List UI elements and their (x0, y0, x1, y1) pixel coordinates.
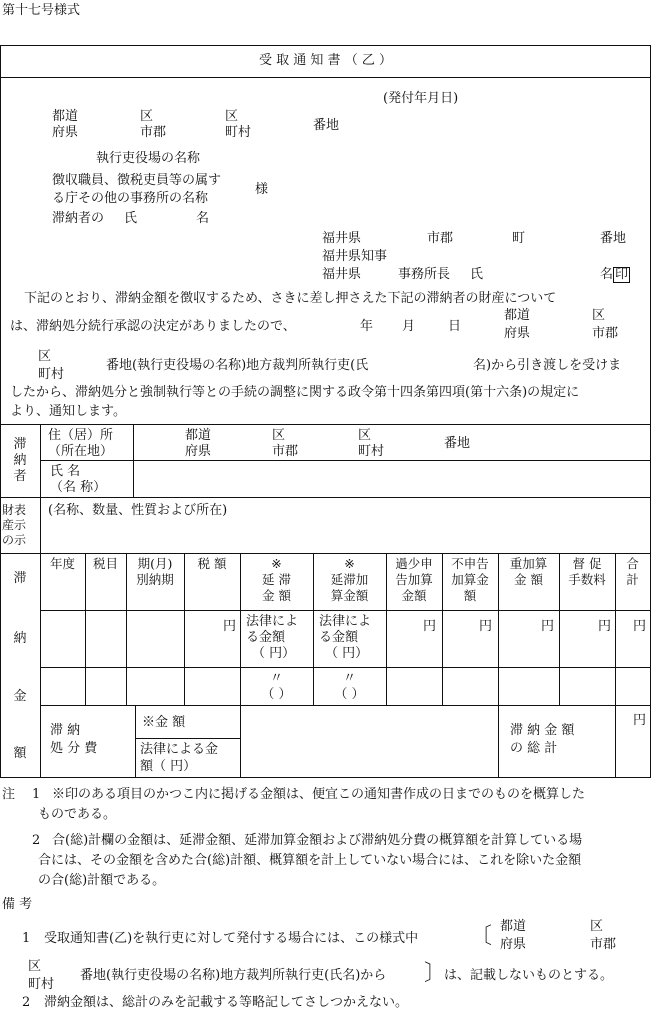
note2-text: 合(総)計欄の金額は、延滞金額、延滞加算金額および滞納処分費の概算額を計算している場 (52, 833, 583, 848)
yen-total: 円 (632, 619, 646, 634)
rem-chouson: 町村 (28, 977, 55, 992)
col-header-5: ※ 延滞加 算金額 (330, 556, 369, 603)
col-a (85, 553, 86, 705)
body-ku: 区 (592, 308, 606, 323)
address-label-1: 住（居）所 (48, 428, 114, 443)
bracket-open-icon: 〔 (470, 924, 493, 949)
col-header-1: 税目 (92, 556, 118, 571)
law1-l2: る金額 (246, 630, 286, 645)
rem-ku: 区 (590, 919, 604, 934)
col-header-6: 過少申 告加算 金額 (395, 556, 433, 603)
grand-total-label-2: の 総 計 (510, 741, 558, 756)
ditto-1: 〃 (269, 671, 283, 686)
fee-label-2: 処 分 費 (50, 741, 98, 756)
issuer-shigun: 市郡 (427, 231, 454, 246)
property-label-2: 産示 (2, 518, 27, 532)
col-header-8: 重加算 金 額 (509, 556, 548, 587)
col-header-7: 不申告 加算金 額 (451, 556, 489, 603)
yen-grand-total: 円 (632, 713, 646, 728)
property-label-3: の示 (2, 533, 27, 547)
remark1-text: 受取通知書(乙)を執行吏に対して発付する場合には、この様式中 (44, 931, 419, 946)
yen-heavy: 円 (540, 619, 554, 634)
issuer-mei: 名 印 (600, 267, 629, 282)
arrears-label-2: 納 (13, 631, 27, 646)
col-header-0: 年度 (49, 556, 75, 571)
note2-text-b: 合には、その金額を含めた合(総)計額、概算額を計上していない場合には、これを除いた金額 (38, 853, 582, 868)
note1-text: ※印のある項目のかつこ内に掲げる金額は、便宜この通知書作成の日までのものを概算した (52, 787, 586, 802)
tbl-chouson: 町村 (358, 444, 385, 459)
tbl-shigun: 市郡 (272, 444, 299, 459)
addr-ku2: 区 (225, 109, 239, 124)
property-label-1: 財表 (2, 503, 27, 517)
col-addr-label-right (133, 424, 134, 497)
col-label-right (40, 424, 41, 777)
law2-l1: 法律によ (319, 614, 372, 629)
body-p2: 番地(執行吏役場の名称)地方裁判所執行吏(氏 (106, 358, 369, 373)
arrears-label-1: 滞 (13, 571, 27, 586)
issuer-office-head: 事務所長 (398, 267, 451, 282)
law1-l1: 法律によ (246, 614, 299, 629)
paren-2: （ ） (334, 687, 365, 702)
arrears-label-3: 金 (13, 689, 27, 704)
table-top (0, 424, 651, 425)
address-label-2: （所在地） (48, 444, 114, 459)
col-fee (135, 705, 136, 777)
issuer-machi: 町 (512, 231, 526, 246)
body-p1b: は、滞納処分続行承認の決定がありましたので、 (10, 319, 296, 334)
yen-dunning: 円 (597, 619, 611, 634)
form-number: 第十七号様式 (2, 3, 81, 18)
col-header-4: ※ 延 滞 金 額 (262, 556, 291, 603)
issue-date: (発付年月日) (383, 91, 459, 106)
yen-nonreport: 円 (478, 619, 492, 634)
addr-chouson: 町村 (225, 125, 252, 140)
rem-todo: 都道 (500, 919, 527, 934)
remark2-text: 滞納金額は、総計のみを記載する等略記してさしつかえない。 (44, 995, 409, 1010)
arrears-label-4: 額 (13, 746, 27, 761)
law2-l2: る金額 (319, 630, 359, 645)
tbl-ku2: 区 (358, 428, 372, 443)
dept-line1: 徴収職員、徴税吏員等の属す (52, 173, 222, 188)
law1-l3: （ 円） (252, 646, 296, 661)
issuer-pref: 福井県 (322, 231, 362, 246)
addr-fuken: 府県 (52, 125, 79, 140)
remark1-text-c: は、記載しないものとする。 (444, 968, 614, 983)
sama: 様 (255, 182, 269, 197)
body-p3: したから、滞納処分と強制執行等との手続の調整に関する政令第十四条第四項(第十六条)の規定に (10, 385, 580, 400)
law2-l3: （ 円） (325, 646, 369, 661)
frame-left (0, 45, 1, 778)
delinquent-shi: 氏 (124, 211, 138, 226)
body-todo: 都道 (504, 308, 531, 323)
body-shigun: 市郡 (592, 326, 619, 341)
note2-text-c: の合(総)計額である。 (38, 873, 166, 888)
row-property-bottom (0, 553, 651, 554)
seal-stamp: 印 (615, 267, 629, 282)
office-name: 執行吏役場の名称 (96, 151, 201, 166)
issuer-banchi: 番地 (600, 231, 627, 246)
dept-line2: る庁その他の事務所の名称 (52, 191, 209, 206)
name-label-2: （名 称） (50, 480, 107, 495)
delinquent-label: 滞納者の (52, 211, 105, 226)
issuer-governor: 福井県知事 (322, 249, 388, 264)
name-label-1: 氏 名 (50, 464, 81, 479)
notes-heading: 注 (2, 787, 16, 802)
col-header-9: 督 促 手数料 (568, 556, 606, 587)
tbl-ku: 区 (272, 428, 286, 443)
tbl-banchi: 番地 (444, 436, 471, 451)
remark1-num: 1 (22, 931, 31, 946)
issuer-pref2: 福井県 (322, 267, 362, 282)
delinquent-mei: 名 (196, 211, 210, 226)
body-nichi: 日 (448, 319, 462, 334)
yen-tax: 円 (222, 619, 236, 634)
grand-total-label-1: 滞 納 金 額 (510, 723, 575, 738)
note1-text-b: ものである。 (38, 807, 117, 822)
yen-underreport: 円 (422, 619, 436, 634)
issuer-shi: 氏 (470, 267, 484, 282)
fee-kome-amount: ※金 額 (142, 715, 186, 730)
tbl-todo: 都道 (185, 428, 212, 443)
tbl-fuken: 府県 (185, 444, 212, 459)
rem-fuken: 府県 (500, 937, 527, 952)
form-title: 受 取 通 知 書 （ 乙 ） (259, 53, 392, 68)
body-ku2: 区 (38, 349, 52, 364)
note2-num: 2 (32, 833, 41, 848)
addr-ku: 区 (140, 109, 154, 124)
addr-todo: 都道 (52, 109, 79, 124)
addr-banchi: 番地 (313, 118, 340, 133)
taino-label-2: 納 (13, 453, 27, 468)
ditto-2: 〃 (342, 671, 356, 686)
body-gatsu: 月 (402, 319, 416, 334)
property-desc: (名称、数量、性質および所在) (48, 503, 228, 518)
body-p4: より、通知します。 (10, 404, 126, 419)
body-chouson: 町村 (38, 367, 65, 382)
taino-label-1: 滞 (13, 437, 27, 452)
rem-shigun: 市郡 (590, 937, 617, 952)
body-p2b: 名)から引き渡しを受けま (473, 358, 622, 373)
row-name-bottom (0, 497, 651, 498)
title-divider (0, 77, 651, 78)
addr-shigun: 市郡 (140, 125, 167, 140)
frame-top (0, 45, 651, 46)
body-nen: 年 (360, 319, 374, 334)
note1-num: 1 (32, 787, 41, 802)
law3-l2: 額（ 円） (140, 759, 197, 774)
bracket-close-icon: 〕 (424, 961, 447, 986)
body-fuken: 府県 (504, 326, 531, 341)
fee-label-1: 滞 納 (50, 723, 81, 738)
taino-label-3: 者 (13, 469, 27, 484)
table-bottom (0, 777, 651, 778)
remark2-num: 2 (22, 995, 31, 1010)
rem-ku2: 区 (28, 959, 42, 974)
row2-bottom (40, 705, 651, 706)
col-header-2: 期(月) 別納期 (136, 556, 174, 587)
col-header-3: 税 額 (197, 556, 227, 571)
remark1-text-b: 番地(執行吏役場の名称)地方裁判所執行吏(氏名)から (80, 968, 387, 983)
paren-1: （ ） (261, 687, 292, 702)
col-header-10: 合 計 (626, 556, 639, 587)
law3-l1: 法律による金 (140, 742, 219, 757)
body-p1a: 下記のとおり、滞納金額を徴収するため、さきに差し押さえた下記の滞納者の財産について (24, 291, 557, 306)
row-addr-bottom (40, 460, 651, 461)
remarks-heading: 備 考 (2, 897, 33, 912)
fee-split (135, 738, 240, 739)
